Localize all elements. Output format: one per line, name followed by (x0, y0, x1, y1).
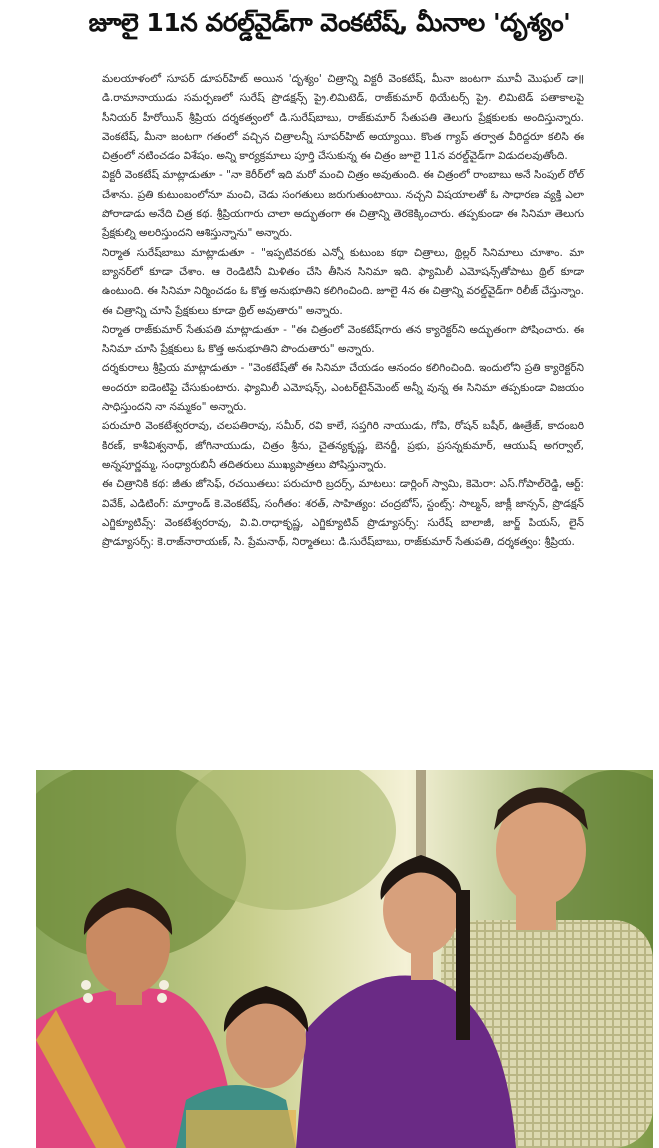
paragraph-crew: ఈ చిత్రానికి కథ: జీతు జోసెఫ్, రచయితలు: పరుచూరి బ్రదర్స్, మాటలు: డార్లింగ్ స్వామి, కెమెరా: ఎస్.గోపాల్‌రెడ్డి, ఆర్ట్: వివేక్, ఎడిటింగ్: మార్తాండ్ కె.వెంకటేష్, సంగీతం: శరత్, సాహిత్యం: చంద్రబోస్, స్టంట్స్: సాల్మన్, జాక్లీ జాన్సన్, ప్రొడక్షన్ ఎగ్జిక్యూటివ్స్: వెంకటేశ్వరరావు, వి.వి.రాధాకృష్ణ, ఎగ్జిక్యూటివ్ ప్రొడ్యూసర్స్: సురేష్ బాలాజీ, జార్జ్ పియస్, లైన్ ప్రొడ్యూసర్స్: కె.రాజ్‌నారాయణ్, సి. ప్రేమనాథ్, నిర్మాతలు: డి.సురేష్‌బాబు, రాజ్‌కుమార్ సేతుపతి, దర్శకత్వం: శ్రీప్రియ. (102, 478, 584, 549)
paragraph-sripriya-quote: దర్శకురాలు శ్రీప్రియ మాట్లాడుతూ - "వెంకటేష్‌తో ఈ సినిమా చేయడం ఆనందం కలిగించింది. ఇందులోని ప్రతి క్యారెక్టర్‌ని అందరూ ఐడెంటిఫై చేసుకుంటారు. ఫ్యామిలీ ఎమోషన్స్, ఎంటర్‌టైన్‌మెంట్ అన్నీ వున్న ఈ సినిమా తప్పకుండా విజయం సాధిస్తుందని నా నమ్మకం" అన్నారు. (102, 362, 584, 414)
movie-still-photo (36, 770, 653, 1148)
paragraph-cast: పరుచూరి వెంకటేశ్వరరావు, చలపతిరావు, సమీర్, రవి కాలే, సప్తగిరి నాయుడు, గోపి, రోషన్ బషీర్, ఊత్రేజ్, కాదంబరి కిరణ్, కాశీవిశ్వనాథ్, జోగినాయుడు, చిత్రం శ్రీను, చైతన్యకృష్ణ, బెనర్జీ, ప్రభు, ప్రసన్నకుమార్, ఆయుష్ అగర్వాల్, అన్నపూర్ణమ్మ, సంధ్యారుబినీ తదితరులు ముఖ్యపాత్రలు పోషిస్తున్నారు. (102, 420, 584, 471)
family-photo-illustration (36, 770, 653, 1148)
paragraph-sureshbabu-quote: నిర్మాత సురేష్‌బాబు మాట్లాడుతూ - "ఇప్పటివరకు ఎన్నో కుటుంబ కథా చిత్రాలు, థ్రిల్లర్ సినిమాలు చూశాం. మా బ్యానర్‌లో కూడా చేశాం. ఆ రెండిటినీ మిళితం చేసి తీసిన సినిమా ఇది. ఫ్యామిలీ ఎమోషన్స్‌తోపాటు థ్రిల్ కూడా ఉంటుంది. ఈ సినిమా నిర్మించడం ఓ కొత్త అనుభూతిని కలిగించింది. జూలై 4న ఈ చిత్రాన్ని వరల్డ్‌వైడ్‌గా రిలీజ్ చేస్తున్నాం. ఈ చిత్రాన్ని చూసి ప్రేక్షకులు కూడా థ్రిల్ అవుతారు" అన్నారు. (102, 246, 584, 317)
article-body (102, 70, 584, 552)
paragraph-intro: మలయాళంలో సూపర్ డూపర్‌హిట్ అయిన 'దృశ్యం' చిత్రాన్ని విక్టరీ వెంకటేష్, మీనా జంటగా మూవీ మొఘల్ డా॥ డి.రామానాయుడు సమర్పణలో సురేష్ ప్రొడక్షన్స్ ప్రై.లిమిటెడ్, రాజ్‌కుమార్ థియేటర్స్ ప్రై. లిమిటెడ్ పతాకాలపై సీనియర్ హీరోయిన్ శ్రీప్రియ దర్శకత్వంలో డి.సురేష్‌బాబు, రాజ్‌కుమార్ సేతుపతి తెలుగు ప్రేక్షకులకు అందిస్తున్నారు. వెంకటేష్, మీనా జంటగా గతంలో వచ్చిన చిత్రాలన్నీ సూపర్‌హిట్ అయ్యాయి. కొంత గ్యాప్ తర్వాత వీరిద్దరూ కలిసి ఈ చిత్రంలో నటించడం విశేషం. అన్ని కార్యక్రమాలు పూర్తి చేసుకున్న ఈ చిత్రం జూలై 11న వరల్డ్‌వైడ్‌గా విడుదలవుతోంది. (102, 73, 584, 163)
paragraph-venkatesh-quote: విక్టరీ వెంకటేష్ మాట్లాడుతూ - "నా కెరీర్‌లో ఇది మరో మంచి చిత్రం అవుతుంది. ఈ చిత్రంలో రాంబాబు అనే సింపుల్ రోల్ చేశాను. ప్రతి కుటుంబంలోనూ మంచి, చెడు సంగతులు జరుగుతుంటాయి. నచ్చని విషయాలతో ఓ సాధారణ వ్యక్తి ఎలా పోరాడాడు అనేది చిత్ర కథ. శ్రీప్రియగారు చాలా అద్భుతంగా ఈ చిత్రాన్ని తెరకెక్కించారు. తప్పకుండా ఈ సినిమా తెలుగు ప్రేక్షకుల్ని అలరిస్తుందని ఆశిస్తున్నాను" అన్నారు. (102, 169, 584, 240)
paragraph-rajkumar-quote: నిర్మాత రాజ్‌కుమార్ సేతుపతి మాట్లాడుతూ - "ఈ చిత్రంలో వెంకటేష్‌గారు తన క్యారెక్టర్‌ని అద్భుతంగా పోషించారు. ఈ సినిమా చూసి ప్రేక్షకులు ఓ కొత్త అనుభూతిని పొందుతారు" అన్నారు. (102, 323, 584, 356)
headline: జూలై 11న వరల్డ్‌వైడ్‌గా వెంకటేష్, మీనాల 'దృశ్యం' (88, 8, 571, 37)
